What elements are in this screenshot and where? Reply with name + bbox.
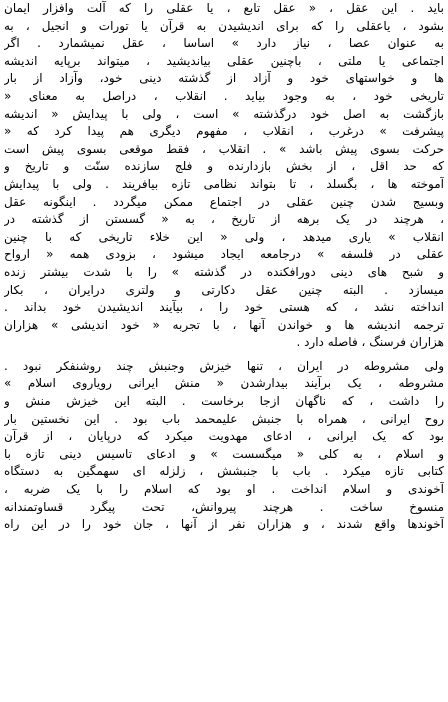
text-line: تاریخی خود ، به وجود بیاید . انقلاب ، دراصل به معنای «: [4, 88, 444, 103]
paragraph-2: [4, 358, 444, 534]
text-line: ترجمه اندیشه ها و خواندن آنها ، با تجربه « خود اندیشی » هزاران: [4, 317, 444, 332]
text-line: انقلاب » یاری میدهد ، ولی « این خلاء تاریخی که با چنین: [4, 229, 444, 244]
text-line: و شبح های دینی دورافکنده در گذشته » را با شدت بیشتر زنده: [4, 264, 444, 279]
text-line: مشروطه ، یک برآیند بیدارشدن « منش ایرانی رویاروی اسلام »: [4, 376, 444, 391]
text-line: به عنوان عصا ، نیاز دارد » اساسا ، عقل نمیشمارد . اگر: [4, 36, 444, 51]
text-line: ولی مشروطه در ایران ، تنها خیزش وجنبش چند روشنفکر نبود .: [4, 358, 444, 373]
text-line: هزاران فرسنگ ، فاصله دارد .: [296, 335, 444, 350]
text-line: حرکت بسوی پیش باشد » . انقلاب ، فقط موقعی بسوی پیش است: [4, 141, 444, 156]
text-line: اجتماعی یا ملتی ، باچنین عقلی بیاندیشید ، میتواند برپایه اندیشه: [4, 53, 444, 68]
text-line: آخوندی و اسلام انداخت . او بود که اسلام را با یک ضربه ،: [4, 482, 444, 497]
text-line: که حد اقل ، از بخش بازدارنده و فلج سازنده سنّت و تاریخ و: [4, 159, 444, 174]
text-line: بشود ، یاعقلی را که برای اندیشیدن به قرآن یا تورات و انجیل ، به: [4, 18, 444, 33]
text-line: کتابی تازه میکرد . باب با جنبشش ، زلزله ای سهمگین به دستگاه: [4, 464, 444, 479]
text-line: میسازد . البته چنین عقل دکارتی و ولتری درایران ، بکار: [4, 282, 444, 297]
text-line: آموخته ها ، بگسلد ، تا بتواند نظامی تازه بیافریند . ولی با پیدایش: [4, 176, 444, 191]
text-line: باید . این عقل ، « عقل تابع ، یا عقلی را که آلت وافزار ایمان: [4, 1, 444, 15]
text-line: منسوخ ساخت . هرچند پیروانش، تحت پیگرد قساوتمندانه: [4, 499, 444, 514]
text-line: عقلی در فلسفه » درجامعه ایجاد میشود ، بزودی همه « ارواح: [4, 247, 444, 262]
text-line: آخوندها واقع شدند ، و هزاران نفر از آنها ، جان خود را در این راه: [4, 517, 444, 532]
text-line: را داشت ، که ناگهان ازجا برخاست . البته این خیزش منش و: [4, 394, 444, 409]
text-line: روح ایرانی ، همراه با جنبش علیمحمد باب بود . این نخستین بار: [4, 411, 444, 426]
text-line: انداخته نشد ، که هستی خود را ، بیآیند اندیشیدن خود بداند .: [4, 300, 444, 315]
text-line: وبسیج شدن چنین عقلی در اجتماع ممکن میگردد . اینگونه عقل: [4, 194, 444, 209]
text-line: و اسلام ، به کلی « میگسست » و ادعای تاسیس دینی تازه با: [4, 446, 444, 461]
text-line: ها و خواستهای خود و آزاد از گذشته دینی خود، وآزاد از بار: [4, 71, 444, 86]
paragraph-1: [4, 0, 444, 352]
text-line: بازگشت به اصل خود درگذشته » است ، ولی با پیدایش « اندیشه: [4, 106, 444, 121]
text-line: بود که یک ایرانی ، ادعای مهدویت میکرد که درپایان ، از قرآن: [4, 429, 444, 444]
text-line: ، هرچند در یک برهه از تاریخ ، به « گسستن از گذشته در: [4, 212, 444, 227]
text-line: پیشرفت » درغرب ، انقلاب ، مفهوم دیگری هم پیدا کرد که «: [4, 124, 444, 139]
